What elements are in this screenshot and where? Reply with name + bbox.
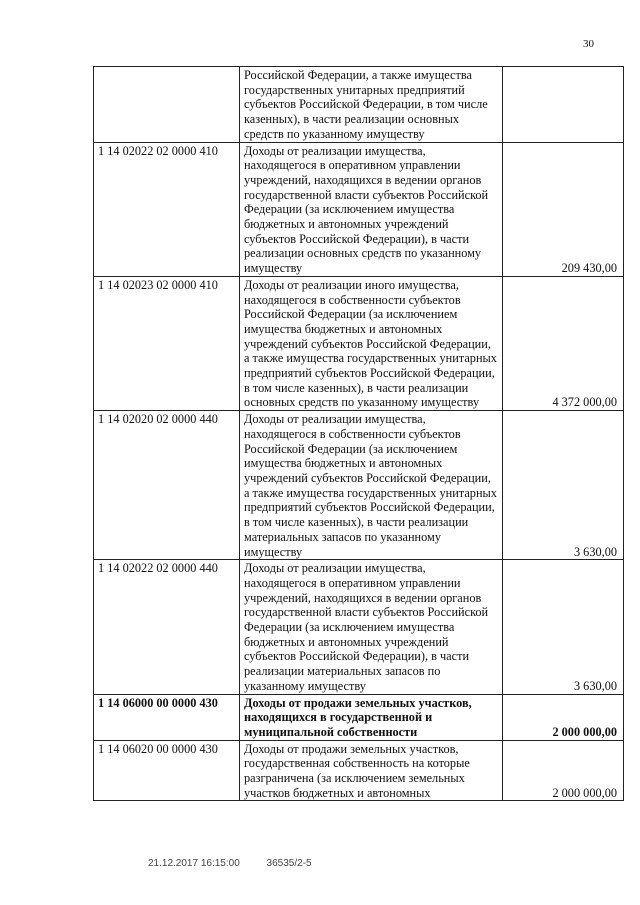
row-code: 1 14 06000 00 0000 430: [94, 694, 240, 740]
budget-revenue-table: [93, 66, 624, 801]
table-row: [94, 560, 624, 694]
table-row: [94, 276, 624, 410]
table-row: [94, 411, 624, 560]
footer-doc-id: 36535/2-5: [266, 858, 312, 869]
row-name: Доходы от продажи земельных участков, государственная собственность на которые разграничена (за исключением земельных участков бюджетных и автономных: [240, 740, 503, 801]
row-code: 1 14 02023 02 0000 410: [94, 276, 240, 410]
row-amount: [503, 67, 624, 143]
row-code: [94, 67, 240, 143]
row-amount: 209 430,00: [503, 142, 624, 276]
row-amount: 2 000 000,00: [503, 694, 624, 740]
row-amount: 3 630,00: [503, 560, 624, 694]
row-code: 1 14 02022 02 0000 440: [94, 560, 240, 694]
row-code: 1 14 02020 02 0000 440: [94, 411, 240, 560]
row-amount: 2 000 000,00: [503, 740, 624, 801]
row-amount: 3 630,00: [503, 411, 624, 560]
row-name: Доходы от реализации имущества, находящегося в оперативном управлении учреждений, находящихся в ведении органов государственной власти субъектов Российской Федерации (за исключением имущества бюджетных и автономных учреждений субъектов Российской Федерации), в части реализации основных средств по указанному имуществу: [240, 142, 503, 276]
row-code: 1 14 06020 00 0000 430: [94, 740, 240, 801]
table-row: [94, 67, 624, 143]
document-footer: [148, 858, 336, 869]
row-name: Доходы от реализации имущества, находящегося в собственности субъектов Российской Федерации (за исключением имущества бюджетных и автономных учреждений субъектов Российской Федерации, а также имущества государственных унитарных предприятий субъектов Российской Федерации, в том числе казенных), в части реализации материальных запасов по указанному имуществу: [240, 411, 503, 560]
footer-datetime: 21.12.2017 16:15:00: [148, 858, 240, 869]
row-code: 1 14 02022 02 0000 410: [94, 142, 240, 276]
row-name: Доходы от реализации имущества, находящегося в оперативном управлении учреждений, находящихся в ведении органов государственной власти субъектов Российской Федерации (за исключением имущества бюджетных и автономных учреждений субъектов Российской Федерации), в части реализации материальных запасов по указанному имуществу: [240, 560, 503, 694]
row-amount: 4 372 000,00: [503, 276, 624, 410]
row-name: Доходы от реализации иного имущества, находящегося в собственности субъектов Российской Федерации (за исключением имущества бюджетных и автономных учреждений субъектов Российской Федерации, а также имущества государственных унитарных предприятий субъектов Российской Федерации, в том числе казенных), в части реализации основных средств по указанному имуществу: [240, 276, 503, 410]
row-name: Российской Федерации, а также имущества государственных унитарных предприятий субъектов Российской Федерации, в том числе казенных), в части реализации основных средств по указанному имуществу: [240, 67, 503, 143]
table-row: [94, 740, 624, 801]
page-number: 30: [583, 38, 594, 50]
row-name: Доходы от продажи земельных участков, находящихся в государственной и муниципальной собственности: [240, 694, 503, 740]
table-row: [94, 142, 624, 276]
table-row-total: [94, 694, 624, 740]
